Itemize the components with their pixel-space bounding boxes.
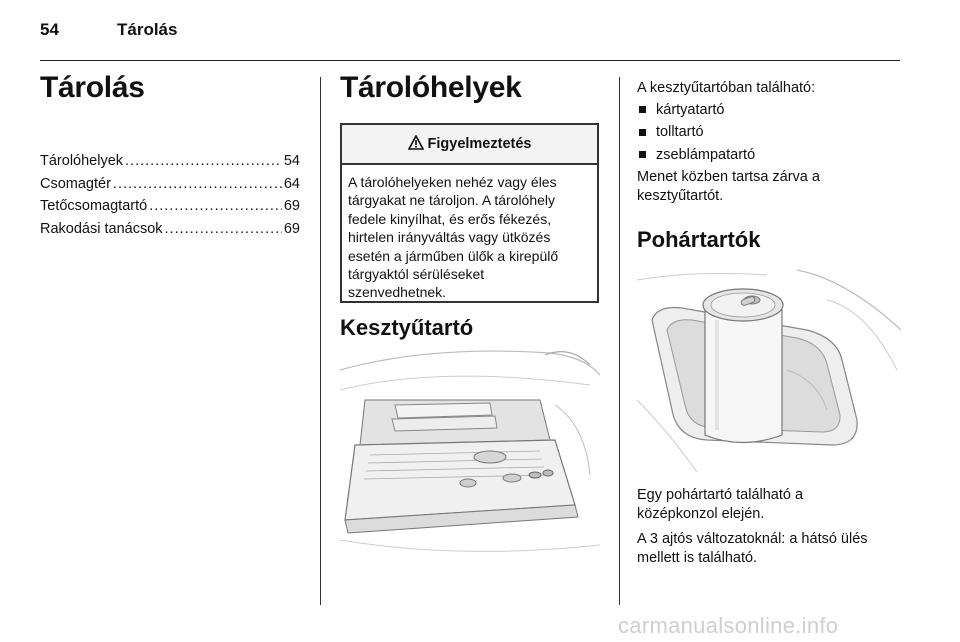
cupholder-para-line: középkonzol elején. (637, 505, 765, 522)
warning-text (342, 165, 597, 302)
glovebox-contents-block (637, 79, 907, 205)
cupholder-para-line: mellett is található. (637, 549, 758, 566)
list-item (637, 123, 907, 142)
toc-leader-dots (125, 150, 282, 173)
warning-line: fedele kinyílhat, és erős fékezés, (348, 210, 552, 227)
cupholder-text-block (637, 486, 907, 567)
toc-entry-label: Tárolóhelyek (40, 153, 124, 169)
toc-entry[interactable] (40, 150, 300, 173)
cupholder-para-line: Egy pohártartó található a (637, 487, 804, 503)
list-item-label: kártyatartó (656, 101, 725, 118)
warning-triangle-icon (408, 135, 424, 154)
list-item-label: zseblámpatartó (656, 146, 756, 163)
toc-leader-dots (149, 195, 282, 218)
toc-entry-page: 69 (283, 220, 300, 237)
header-rule (40, 60, 900, 61)
toc-entry[interactable] (40, 218, 300, 241)
toc-entry-label: Rakodási tanácsok (40, 220, 163, 237)
bullet-square-icon (639, 129, 646, 136)
warning-line: tárgyaktól sérüléseket (348, 266, 485, 283)
cupholder-para-line: A 3 ajtós változatoknál: a hátsó ülés (637, 531, 868, 547)
glovebox-heading: Kesztyűtartó (340, 315, 474, 340)
toc-entry-page: 64 (283, 175, 300, 192)
toc-entry-label: Csomagtér (40, 175, 111, 192)
glovebox-note-line: kesztyűtartót. (637, 187, 724, 204)
toc-entry[interactable] (40, 173, 300, 196)
glovebox-intro: A kesztyűtartóban található: (637, 80, 816, 96)
warning-line: esetén a járműben ülők a kirepülő (348, 247, 559, 264)
glovebox-illustration (340, 345, 600, 560)
column-divider-right (619, 77, 620, 605)
warning-line: szenvedhetnek. (348, 284, 447, 301)
warning-heading: Figyelmeztetés (427, 136, 532, 152)
warning-line: hirtelen irányváltás vagy ütközés (348, 229, 551, 246)
section-title: Tárolóhelyek (340, 71, 522, 104)
list-item (637, 146, 907, 165)
page-number: 54 (40, 20, 59, 39)
toc-entry-label: Tetőcsomagtartó (40, 198, 148, 214)
chapter-title: Tárolás (40, 71, 145, 104)
running-header-title: Tárolás (117, 20, 178, 39)
warning-line: A tárolóhelyeken nehéz vagy éles (348, 174, 557, 190)
warning-line: tárgyakat ne tároljon. A tárolóhely (348, 192, 556, 209)
watermark: carmanualsonline.info (618, 613, 839, 638)
glovebox-contents-list (637, 101, 907, 165)
toc-entry[interactable] (40, 195, 300, 218)
cupholder-illustration (637, 260, 901, 472)
cupholder-heading: Pohártartók (637, 227, 761, 252)
list-item (637, 101, 907, 120)
toc-entry-page: 54 (283, 153, 300, 169)
bullet-square-icon (639, 106, 646, 113)
glovebox-note-line: Menet közben tartsa zárva a (637, 169, 820, 185)
warning-box (340, 123, 599, 303)
column-divider-left (320, 77, 321, 605)
toc-leader-dots (113, 173, 282, 196)
toc-leader-dots (165, 218, 282, 241)
list-item-label: tolltartó (656, 124, 704, 140)
table-of-contents (40, 150, 300, 240)
warning-heading-bar (342, 125, 597, 165)
glovebox-note (637, 168, 907, 205)
paragraph-spacer (637, 523, 907, 530)
bullet-square-icon (639, 151, 646, 158)
toc-entry-page: 69 (283, 198, 300, 214)
